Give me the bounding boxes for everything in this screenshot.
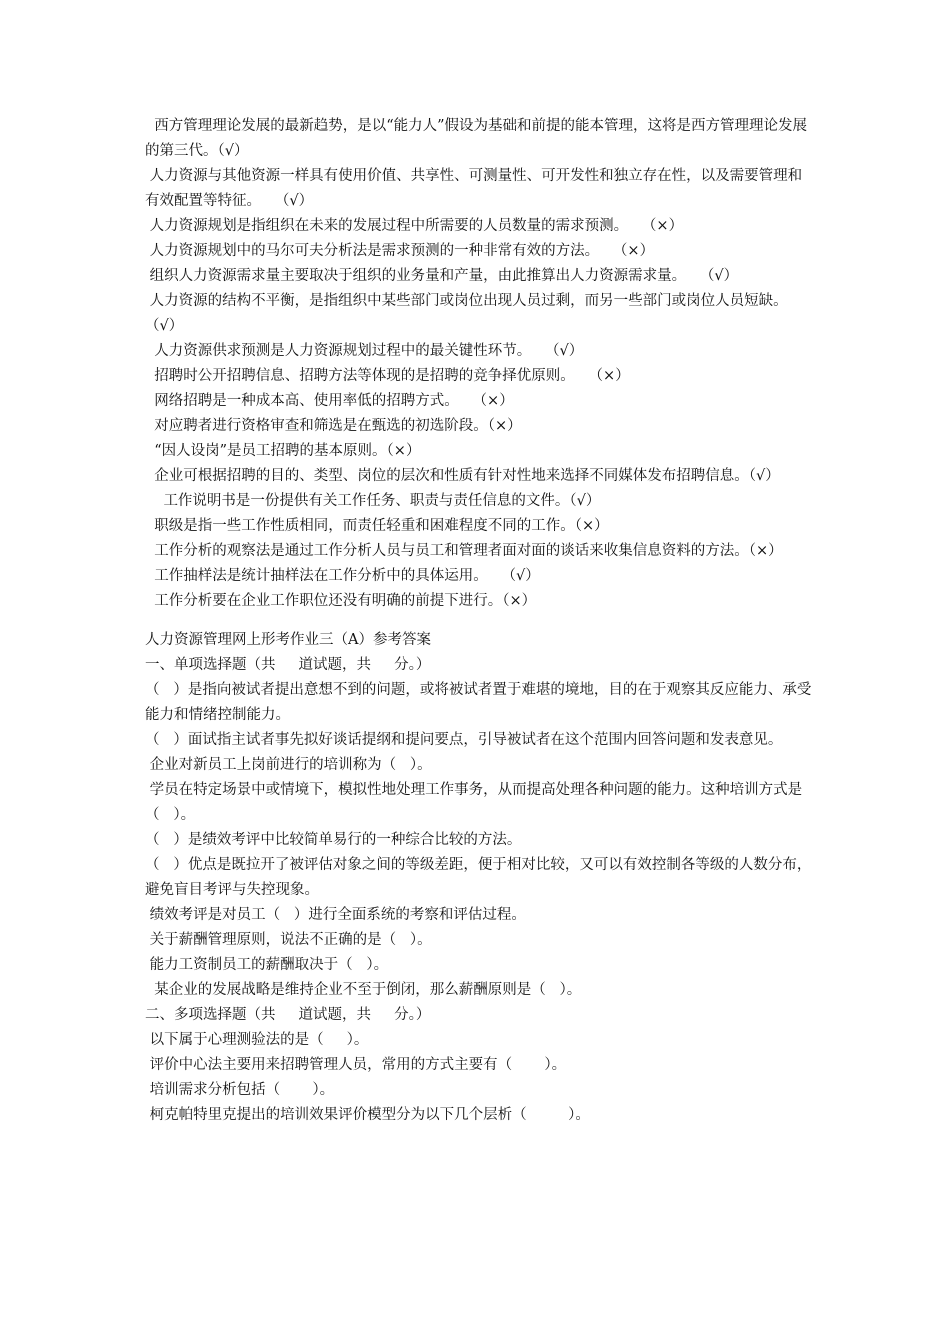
single-choice-item-10: 某企业的发展战略是维持企业不至于倒闭，那么薪酬原则是（ ）。 bbox=[145, 982, 582, 998]
single-choice-item-5: （ ）是绩效考评中比较简单易行的一种综合比较的方法。 bbox=[145, 832, 522, 848]
judgement-item-12: 企业可根据招聘的目的、类型、岗位的层次和性质有针对性地来选择不同媒体发布招聘信息。（√） bbox=[145, 468, 780, 484]
judgement-item-6: 人力资源的结构不平衡，是指组织中某些部门或岗位出现人员过剩，而另一些部门或岗位人员短缺。 （√） bbox=[145, 293, 802, 334]
single-choice-item-9: 能力工资制员工的薪酬取决于（ ）。 bbox=[145, 957, 389, 973]
judgement-item-13: 工作说明书是一份提供有关工作任务、职责与责任信息的文件。（√） bbox=[145, 493, 601, 509]
single-choice-item-1: （ ）是指向被试者提出意想不到的问题，或将被试者置于难堪的境地，目的在于观察其反应能力、承受能力和情绪控制能力。 bbox=[145, 682, 812, 723]
single-choice-item-2: （ ）面试指主试者事先拟好谈话提纲和提问要点，引导被试者在这个范围内回答问题和发表意见。 bbox=[145, 732, 783, 748]
judgement-item-1: 西方管理理论发展的最新趋势，是以“能力人”假设为基础和前提的能本管理，这将是西方管理理论发展的第三代。（√） bbox=[145, 118, 808, 159]
judgement-item-17: 工作分析要在企业工作职位还没有明确的前提下进行。（×） bbox=[145, 593, 537, 609]
single-choice-item-6: （ ）优点是既拉开了被评估对象之间的等级差距，便于相对比较，又可以有效控制各等级的人数分布，避免盲目考评与失控现象。 bbox=[145, 857, 812, 898]
judgement-item-5: 组织人力资源需求量主要取决于组织的业务量和产量，由此推算出人力资源需求量。 （√） bbox=[145, 268, 739, 284]
single-choice-item-4: 学员在特定场景中或情境下，模拟性地处理工作事务，从而提高处理各种问题的能力。这种培训方式是（ ）。 bbox=[145, 782, 803, 823]
multi-choice-item-4: 柯克帕特里克提出的培训效果评价模型分为以下几个层析（ ）。 bbox=[145, 1107, 590, 1123]
judgement-item-16: 工作抽样法是统计抽样法在工作分析中的具体运用。 （√） bbox=[145, 568, 540, 584]
multi-choice-item-3: 培训需求分析包括（ ）。 bbox=[145, 1082, 335, 1098]
judgement-item-11: “因人设岗”是员工招聘的基本原则。（×） bbox=[145, 443, 421, 459]
multi-choice-header: 二、多项选择题（共 道试题，共 分。） bbox=[145, 1007, 431, 1023]
judgement-item-2: 人力资源与其他资源一样具有使用价值、共享性、可测量性、可开发性和独立存在性，以及需要管理和有效配置等特征。 （√） bbox=[145, 168, 803, 209]
judgement-item-7: 人力资源供求预测是人力资源规划过程中的最关键性环节。 （√） bbox=[145, 343, 584, 359]
judgement-item-3: 人力资源规划是指组织在未来的发展过程中所需要的人员数量的需求预测。 （×） bbox=[145, 218, 684, 234]
single-choice-item-7: 绩效考评是对员工（ ）进行全面系统的考察和评估过程。 bbox=[145, 907, 526, 923]
document-page bbox=[145, 114, 815, 1128]
multi-choice-item-1: 以下属于心理测验法的是（ ）。 bbox=[145, 1032, 369, 1048]
judgement-item-10: 对应聘者进行资格审查和筛选是在甄选的初选阶段。（×） bbox=[145, 418, 522, 434]
homework-title: 人力资源管理网上形考作业三（A）参考答案 bbox=[145, 632, 431, 648]
judgement-list bbox=[145, 114, 815, 614]
single-choice-item-8: 关于薪酬管理原则，说法不正确的是（ ）。 bbox=[145, 932, 432, 948]
multi-choice-item-2: 评价中心法主要用来招聘管理人员，常用的方式主要有（ ）。 bbox=[145, 1057, 567, 1073]
single-choice-header: 一、单项选择题（共 道试题，共 分。） bbox=[145, 657, 431, 673]
judgement-item-15: 工作分析的观察法是通过工作分析人员与员工和管理者面对面的谈话来收集信息资料的方法。（×） bbox=[145, 543, 783, 559]
single-choice-item-3: 企业对新员工上岗前进行的培训称为（ ）。 bbox=[145, 757, 432, 773]
multi-choice-list bbox=[145, 1028, 815, 1128]
section-gap bbox=[145, 614, 815, 628]
judgement-item-8: 招聘时公开招聘信息、招聘方法等体现的是招聘的竞争择优原则。 （×） bbox=[145, 368, 630, 384]
single-choice-list bbox=[145, 678, 815, 1003]
judgement-item-9: 网络招聘是一种成本高、使用率低的招聘方式。 （×） bbox=[145, 393, 514, 409]
judgement-item-14: 职级是指一些工作性质相同，而责任轻重和困难程度不同的工作。（×） bbox=[145, 518, 609, 534]
judgement-item-4: 人力资源规划中的马尔可夫分析法是需求预测的一种非常有效的方法。 （×） bbox=[145, 243, 655, 259]
